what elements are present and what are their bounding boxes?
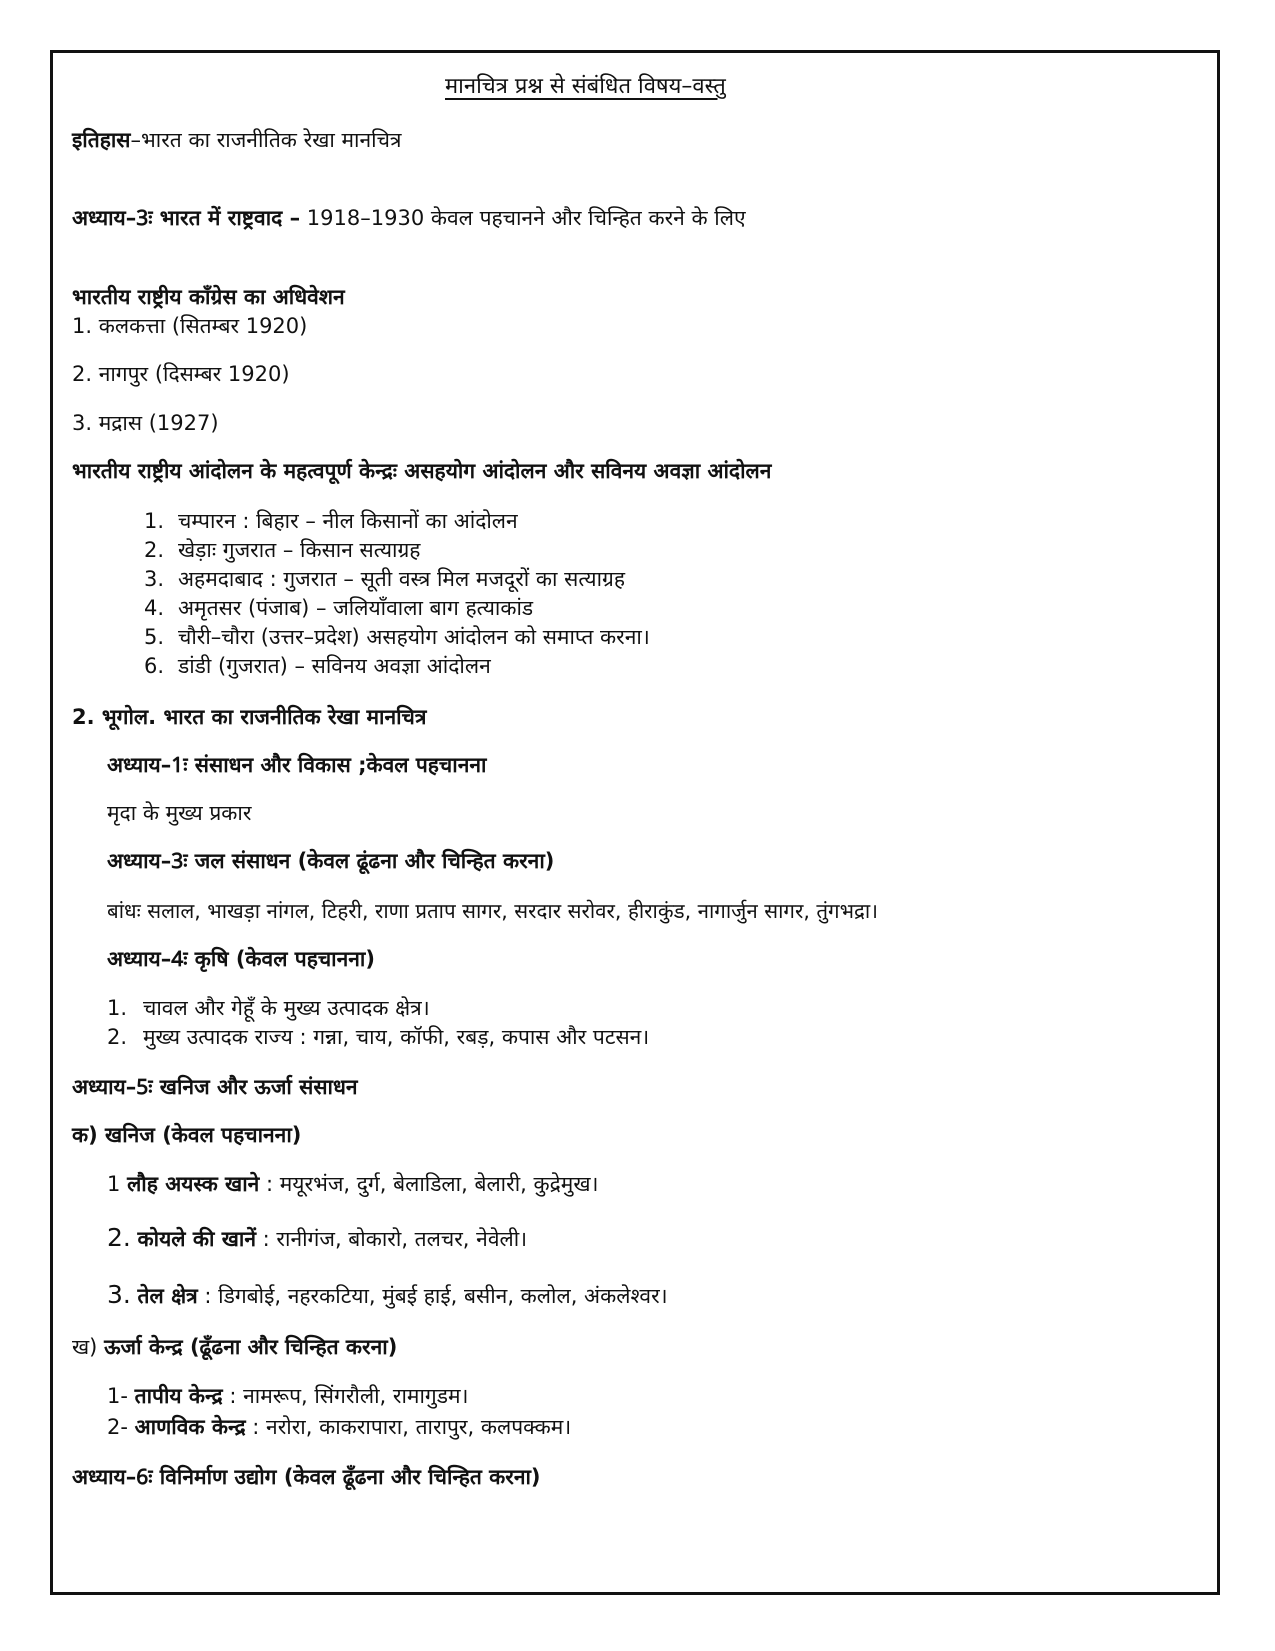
dams-list: बांधः सलाल, भाखड़ा नांगल, टिहरी, राणा प्रताप सागर, सरदार सरोवर, हीराकुंड, नागार्जुन सागर, तुंगभद्रा। [107, 899, 878, 923]
mineral-places: : रानीगंज, बोकारो, तलचर, नेवेली। [256, 1227, 528, 1251]
centre-number: 4. [144, 596, 165, 620]
energy-label: तापीय केन्द्र [134, 1384, 223, 1408]
centre-number: 6. [144, 654, 165, 678]
energy-heading-line [72, 1333, 397, 1361]
energy-number: 1- [107, 1384, 128, 1408]
mineral-label: कोयले की खानें [137, 1227, 256, 1251]
history-chapter-3-label: अध्याय–3ः भारत में राष्ट्रवाद – [72, 206, 301, 230]
centre-number: 3. [144, 567, 165, 591]
page-title: मानचित्र प्रश्न से संबंधित विषय–वस्तु [445, 74, 726, 99]
congress-session: 1. कलकत्ता (सितम्बर 1920) [72, 314, 308, 338]
energy-item [107, 1382, 468, 1410]
congress-session: 3. मद्रास (1927) [72, 411, 219, 435]
history-chapter-3-text: 1918–1930 केवल पहचानने और चिन्हित करने के लिए [300, 206, 746, 230]
energy-label: आणविक केन्द्र [134, 1415, 246, 1439]
history-label: इतिहास [72, 128, 131, 152]
geography-heading: 2. भूगोल. भारत का राजनीतिक रेखा मानचित्र [72, 705, 427, 729]
congress-heading: भारतीय राष्ट्रीय काँग्रेस का अधिवेशन [72, 285, 345, 309]
soil-types: मृदा के मुख्य प्रकार [107, 801, 252, 825]
energy-places: : नरोरा, काकरापारा, तारापुर, कलपक्कम। [245, 1415, 572, 1439]
energy-prefix: ख) [72, 1335, 98, 1359]
centre-item: डांडी (गुजरात) – सविनय अवज्ञा आंदोलन [178, 654, 491, 678]
mineral-label: तेल क्षेत्र [137, 1284, 198, 1308]
centre-number: 2. [144, 538, 165, 562]
mineral-number: 1 [107, 1172, 121, 1196]
energy-item [107, 1413, 571, 1441]
agri-number: 1. [107, 996, 128, 1020]
centres-heading: भारतीय राष्ट्रीय आंदोलन के महत्वपूर्ण केन्द्रः असहयोग आंदोलन और सविनय अवज्ञा आंदोलन [72, 459, 772, 483]
geography-chapter-4: अध्याय–4ः कृषि (केवल पहचानना) [107, 947, 375, 971]
congress-session: 2. नागपुर (दिसम्बर 1920) [72, 362, 290, 386]
mineral-item [107, 1170, 598, 1198]
geography-chapter-1: अध्याय–1ः संसाधन और विकास ;केवल पहचानना [107, 753, 487, 777]
agri-item: चावल और गेहूँ के मुख्य उत्पादक क्षेत्र। [143, 996, 430, 1020]
minerals-heading: क) खनिज (केवल पहचानना) [72, 1123, 302, 1147]
mineral-places: : मयूरभंज, दुर्ग, बेलाडिला, बेलारी, कुद्रेमुख। [259, 1172, 599, 1196]
centre-item: अहमदाबाद : गुजरात – सूती वस्त्र मिल मजदूरों का सत्याग्रह [178, 567, 626, 591]
mineral-item [107, 1281, 668, 1310]
centre-item: अमृतसर (पंजाब) – जलियाँवाला बाग हत्याकांड [178, 596, 534, 620]
energy-number: 2- [107, 1415, 128, 1439]
centre-item: खेड़ाः गुजरात – किसान सत्याग्रह [178, 538, 421, 562]
agri-item: मुख्य उत्पादक राज्य : गन्ना, चाय, कॉफी, रबड़, कपास और पटसन। [143, 1025, 650, 1049]
agri-number: 2. [107, 1025, 128, 1049]
centre-item: चम्पारन : बिहार – नील किसानों का आंदोलन [178, 509, 518, 533]
centre-number: 1. [144, 509, 165, 533]
mineral-number: 2. [107, 1223, 131, 1252]
energy-places: : नामरूप, सिंगरौली, रामागुडम। [222, 1384, 469, 1408]
centre-item: चौरी–चौरा (उत्तर–प्रदेश) असहयोग आंदोलन को समाप्त करना। [178, 625, 650, 649]
geography-chapter-6: अध्याय–6ः विनिर्माण उद्योग (केवल ढूँढना और चिन्हित करना) [72, 1465, 541, 1489]
mineral-label: लौह अयस्क खाने [127, 1172, 260, 1196]
mineral-item [107, 1224, 527, 1253]
mineral-number: 3. [107, 1280, 131, 1309]
history-text: –भारत का राजनीतिक रेखा मानचित्र [130, 128, 402, 152]
geography-chapter-3: अध्याय–3ः जल संसाधन (केवल ढूंढना और चिन्हित करना) [107, 849, 555, 873]
centre-number: 5. [144, 625, 165, 649]
history-line [72, 126, 402, 154]
energy-heading: ऊर्जा केन्द्र (ढूँढना और चिन्हित करना) [104, 1335, 398, 1359]
history-chapter-3 [72, 204, 746, 232]
geography-chapter-5: अध्याय–5ः खनिज और ऊर्जा संसाधन [72, 1075, 358, 1099]
mineral-places: : डिगबोई, नहरकटिया, मुंबई हाई, बसीन, कलोल, अंकलेश्वर। [197, 1284, 668, 1308]
